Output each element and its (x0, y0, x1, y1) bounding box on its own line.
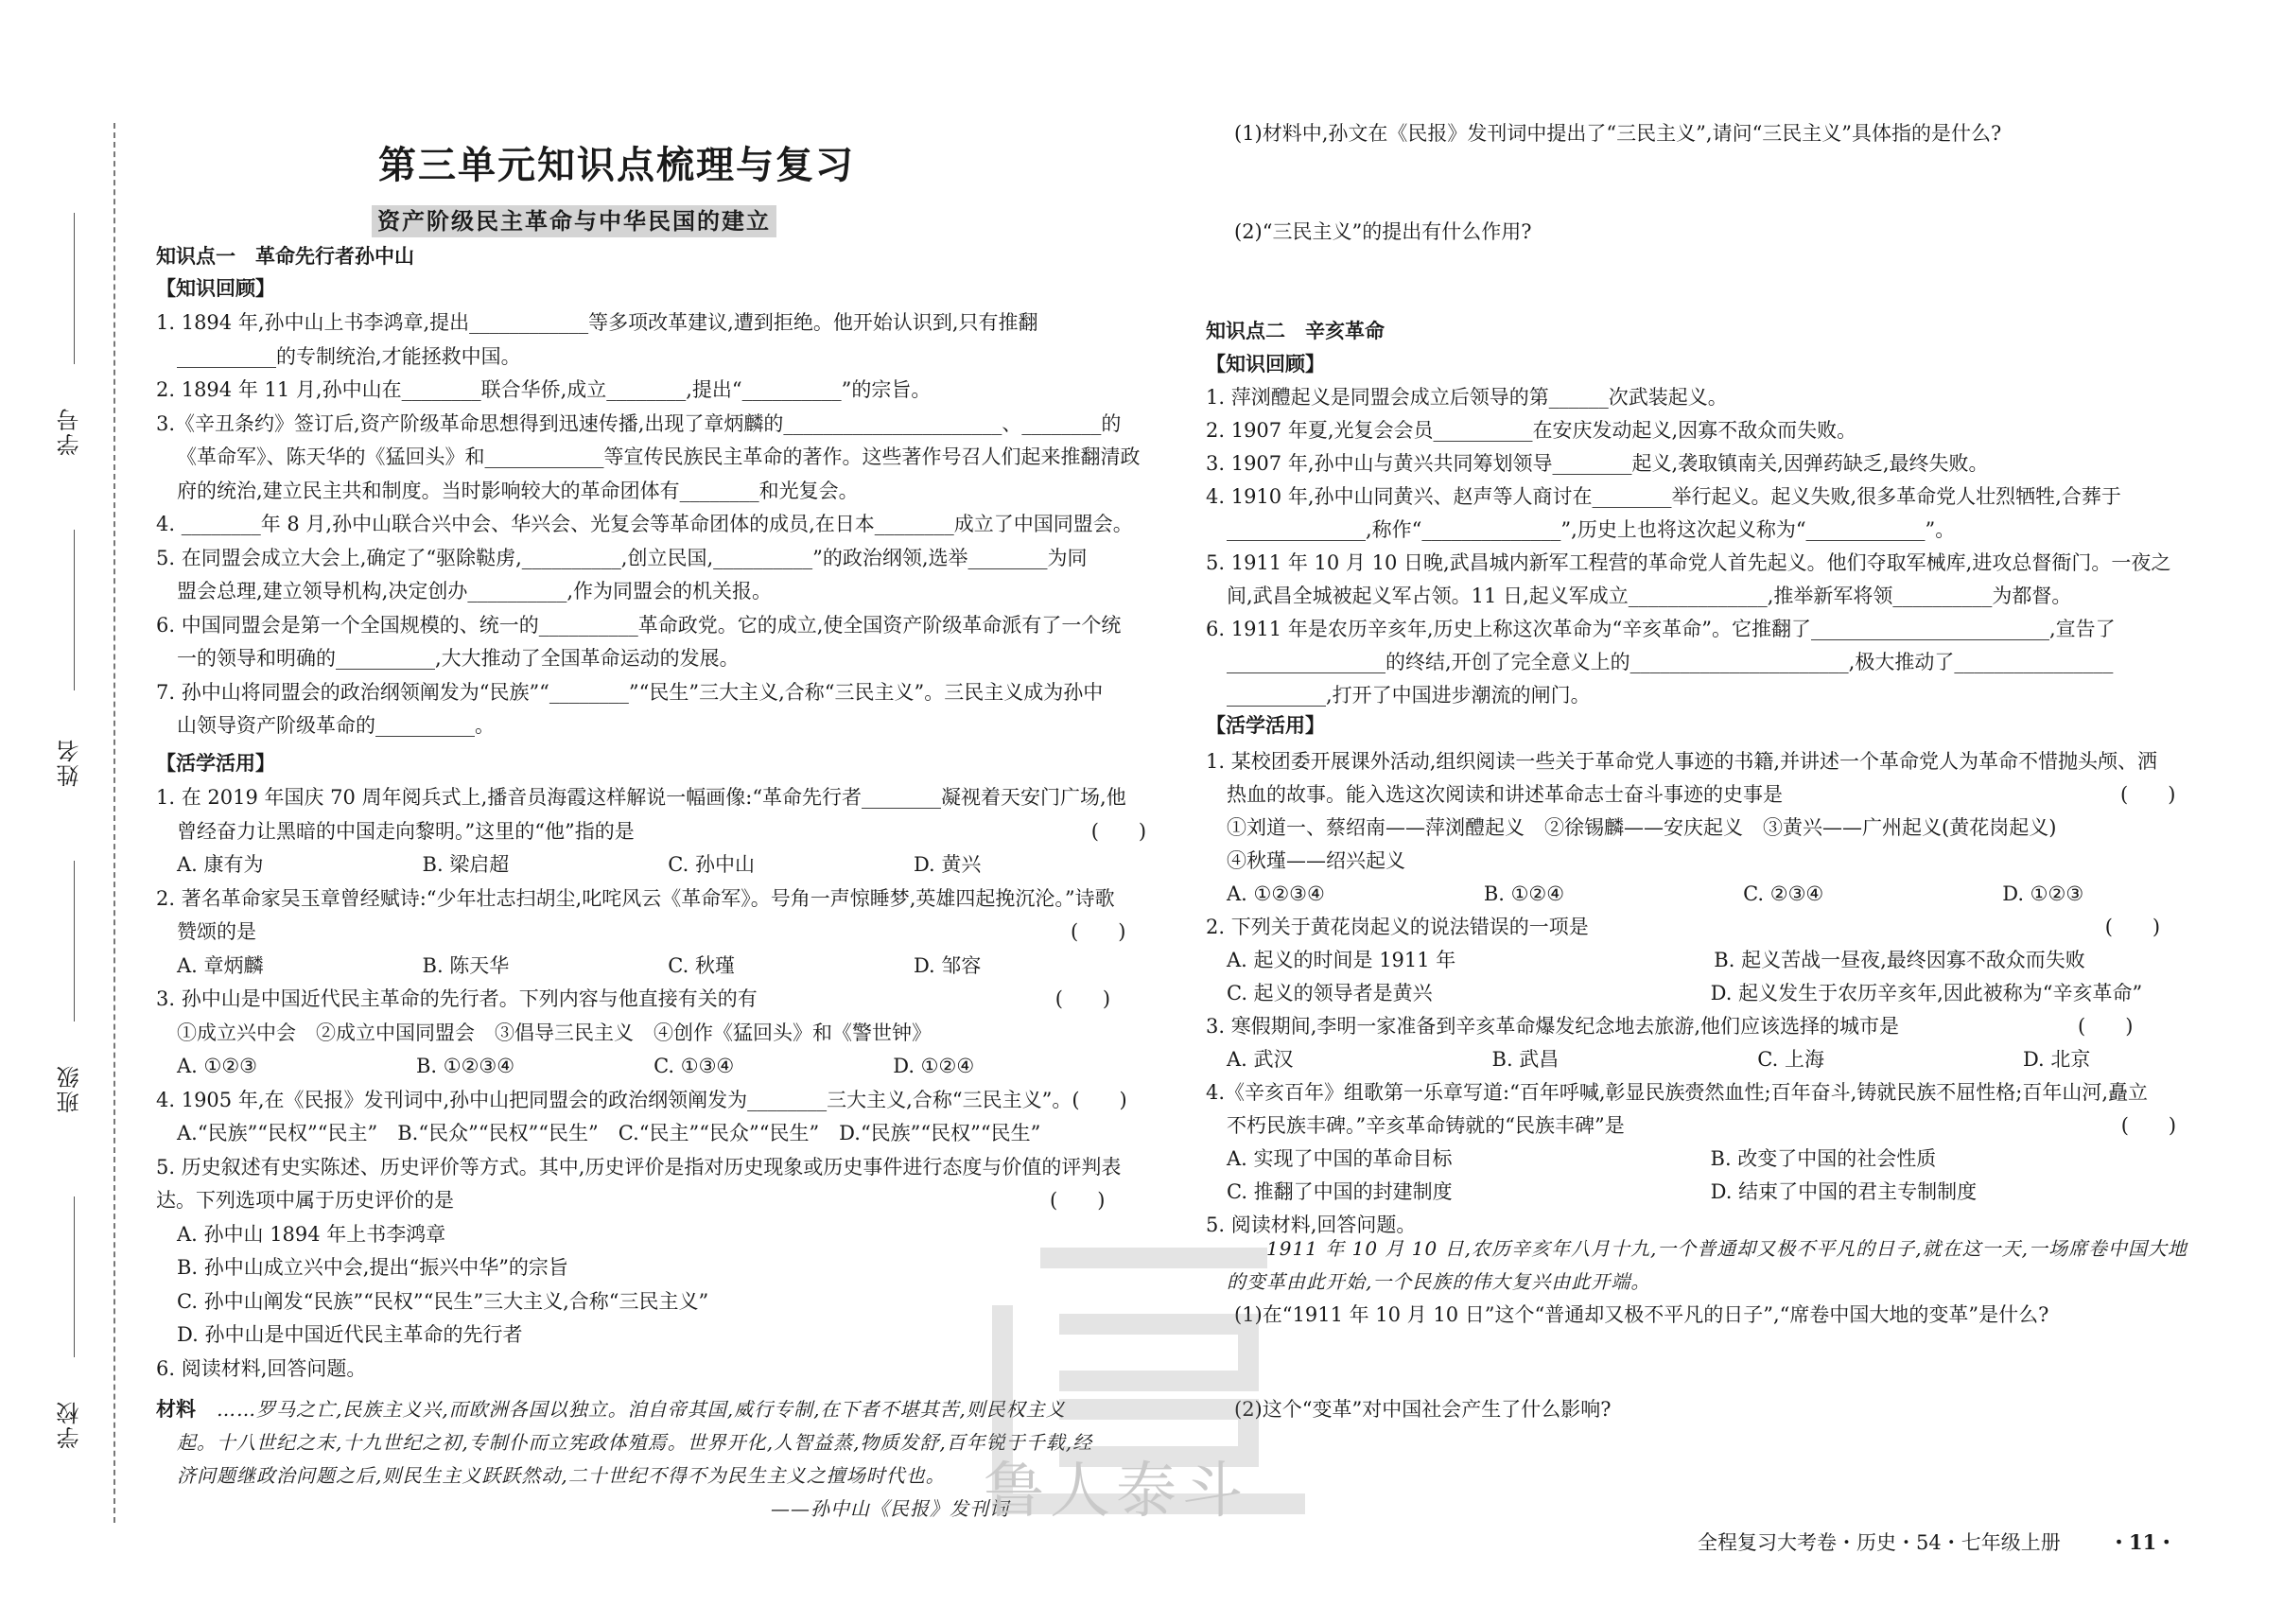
apply-line: 3. 孙中山是中国近代民主革命的先行者。下列内容与他直接有关的有 ( ) (156, 987, 1111, 1010)
review-heading: 【知识回顾】 (156, 277, 275, 300)
label-school: 学校 (57, 1400, 83, 1449)
apply-line: 5. 阅读材料,回答问题。 (1206, 1214, 1417, 1236)
question-bottom-2: (2)这个“变革”对中国社会产生了什么影响? (1234, 1398, 1612, 1421)
review-line: 府的统治,建立民主共和制度。当时影响较大的革命团体有________和光复会。 (177, 479, 859, 502)
material-label: 材料 (156, 1398, 196, 1421)
apply-line: 5. 历史叙述有史实陈述、历史评价等方式。其中,历史评价是指对历史现象或历史事件进行态度与价值的评判表 (156, 1155, 1122, 1179)
material-line: 起。十八世纪之末,十九世纪之初,专制仆而立宪政体殖焉。世界开化,人智益蒸,物质发舒,百年锐于千载,经 (177, 1431, 1093, 1454)
apply-line: A.“民族”“民权”“民主” B.“民众”“民权”“民生” C.“民主”“民众”“民生” D.“民族”“民权”“民生” (177, 1122, 1041, 1144)
question-bottom-1: (1)在“1911 年 10 月 10 日”这个“普通却又极不平凡的日子”,“席卷中国大地的变革”是什么? (1234, 1303, 2049, 1326)
apply-line: ④秋瑾——绍兴起义 (1227, 849, 1405, 872)
apply-line: A. 武汉 B. 武昌 C. 上海 D. 北京 (1227, 1048, 2091, 1071)
knowledge-point-1: 知识点一 革命先行者孙中山 (156, 245, 414, 268)
review-line: 1. 萍浏醴起义是同盟会成立后领导的第______次武装起义。 (1206, 386, 1728, 409)
review-line: 6. 1911 年是农历辛亥年,历史上称这次革命为“辛亥革命”。它推翻了________________________,宣告了 (1206, 618, 2116, 640)
review-heading-2: 【知识回顾】 (1206, 353, 1325, 375)
binding-margin (0, 0, 142, 1624)
label-class: 班级 (57, 1064, 83, 1113)
apply-line: 热血的故事。能入选这次阅读和讲述革命志士奋斗事迹的史事是 ( ) (1227, 783, 2176, 806)
apply-line: C. 起义的领导者是黄兴 D. 起义发生于农历辛亥年,因此被称为“辛亥革命” (1227, 982, 2143, 1004)
review-line: __________的专制统治,才能拯救中国。 (177, 344, 521, 368)
apply-line: A. 实现了中国的革命目标 B. 改变了中国的社会性质 (1227, 1147, 1937, 1170)
apply-line: 赞颂的是 ( ) (177, 920, 1126, 943)
label-name: 姓名 (57, 738, 83, 787)
review-line: __________,打开了中国进步潮流的闸门。 (1227, 684, 1591, 707)
review-line: 5. 在同盟会成立大会上,确定了“驱除鞑虏,__________,创立民国,__________”的政治纲领,选举________为同 (156, 546, 1088, 569)
apply-line: 1. 在 2019 年国庆 70 周年阅兵式上,播音员海霞这样解说一幅画像:“革命先行者________凝视着天安门广场,他 (156, 786, 1126, 809)
review-line: 4. ________年 8 月,孙中山联合兴中会、华兴会、光复会等革命团体的成员,在日本________成立了中国同盟会。 (156, 513, 1133, 535)
apply-line: D. 孙中山是中国近代民主革命的先行者 (177, 1323, 523, 1346)
apply-line: 4.《辛亥百年》组歌第一乐章写道:“百年呼喊,彰显民族赍然血性;百年奋斗,铸就民族不屈性格;百年山河,矗立 (1206, 1081, 2149, 1104)
apply-line: 2. 著名革命家吴玉章曾经赋诗:“少年壮志扫胡尘,叱咤风云《革命军》。号角一声惊睡梦,英雄四起挽沉沦。”诗歌 (156, 886, 1115, 910)
apply-line: ①成立兴中会 ②成立中国同盟会 ③倡导三民主义 ④创作《猛回头》和《警世钟》 (177, 1021, 932, 1044)
apply-heading: 【活学活用】 (156, 752, 275, 775)
review-line: 山领导资产阶级革命的__________。 (177, 714, 495, 737)
review-line: 5. 1911 年 10 月 10 日晚,武昌城内新军工程营的革命党人首先起义。他们夺取军械库,进攻总督衙门。一夜之 (1206, 551, 2171, 574)
page-title: 第三单元知识点梳理与复习 (378, 144, 855, 187)
review-line: 6. 中国同盟会是第一个全国规模的、统一的__________革命政党。它的成立,使全国资产阶级革命派有了一个统 (156, 613, 1122, 637)
review-line: 一的领导和明确的__________,大大推动了全国革命运动的发展。 (177, 647, 740, 670)
apply-line: A. ①②③④ B. ①②④ C. ②③④ D. ①②③ (1227, 882, 2084, 905)
apply-line: A. 章炳麟 B. 陈天华 C. 秋瑾 D. 邹容 (177, 953, 982, 977)
field-line-student-id (74, 213, 75, 364)
review-line: 2. 1894 年 11 月,孙中山在________联合华侨,成立________,提出“__________”的宗旨。 (156, 378, 932, 401)
cut-line (113, 123, 115, 1523)
apply-line: B. 孙中山成立兴中会,提出“振兴中华”的宗旨 (177, 1256, 568, 1279)
review-line: 2. 1907 年夏,光复会会员__________在安庆发动起义,因寡不敌众而失败。 (1206, 419, 1857, 442)
review-line: 《革命军》、陈天华的《猛回头》和____________等宣传民族民主革命的著作。这些著作号召人们起来推翻清政 (177, 445, 1141, 468)
material-line: 的变革由此开始,一个民族的伟大复兴由此开端。 (1227, 1270, 1651, 1293)
field-line-school (74, 1196, 75, 1357)
apply-line: A. 康有为 B. 梁启超 C. 孙中山 D. 黄兴 (177, 853, 982, 876)
apply-heading-2: 【活学活用】 (1206, 714, 1325, 737)
apply-line: C. 推翻了中国的封建制度 D. 结束了中国的君主专制制度 (1227, 1180, 1978, 1203)
review-line: 7. 孙中山将同盟会的政治纲领阐发为“民族”“________”“民生”三大主义,合称“三民主义”。三民主义成为孙中 (156, 680, 1104, 704)
field-line-class (74, 861, 75, 1022)
review-line: 3. 1907 年,孙中山与黄兴共同筹划领导________起义,袭取镇南关,因弹药缺乏,最终失败。 (1206, 452, 1989, 475)
label-student-id: 学号 (57, 407, 83, 456)
apply-line: ①刘道一、蔡绍南——萍浏醴起义 ②徐锡麟——安庆起义 ③黄兴——广州起义(黄花岗起义) (1227, 816, 2057, 839)
apply-line: A. 孙中山 1894 年上书李鸿章 (177, 1222, 446, 1246)
material-line: ……罗马之亡,民族主义兴,而欧洲各国以独立。洎自帝其国,威行专制,在下者不堪其苦,则民权主义 (217, 1398, 1066, 1421)
question-top-1: (1)材料中,孙文在《民报》发刊词中提出了“三民主义”,请问“三民主义”具体指的是什么? (1234, 122, 2002, 145)
review-line: 间,武昌全城被起义军占领。11 日,起义军成立______________,推举新军将领__________为都督。 (1227, 585, 2072, 607)
footer-book-title: 全程复习大考卷・历史・54・七年级上册 (1698, 1531, 2061, 1554)
apply-line: 不朽民族丰碑。”辛亥革命铸就的“民族丰碑”是 ( ) (1227, 1114, 2177, 1137)
material-line: 济问题继政治问题之后,则民生主义跃跃然动,二十世纪不得不为民生主义之擅场时代也。 (177, 1464, 946, 1487)
review-line: 1. 1894 年,孙中山上书李鸿章,提出____________等多项改革建议,遭到拒绝。他开始认识到,只有推翻 (156, 311, 1038, 334)
apply-line: 2. 下列关于黄花岗起义的说法错误的一项是 ( ) (1206, 916, 2161, 938)
knowledge-point-2: 知识点二 辛亥革命 (1206, 320, 1385, 342)
material-line: ——孙中山《民报》发刊词 (771, 1497, 1009, 1520)
apply-line: 曾经奋力让黑暗的中国走向黎明。”这里的“他”指的是 ( ) (177, 819, 1147, 843)
apply-line: 6. 阅读材料,回答问题。 (156, 1356, 367, 1380)
apply-line: 3. 寒假期间,李明一家准备到辛亥革命爆发纪念地去旅游,他们应该选择的城市是 ( ) (1206, 1015, 2134, 1038)
question-top-2: (2)“三民主义”的提出有什么作用? (1234, 220, 1532, 243)
apply-line: C. 孙中山阐发“民族”“民权”“民生”三大主义,合称“三民主义” (177, 1289, 709, 1313)
review-line: 4. 1910 年,孙中山同黄兴、赵声等人商讨在________举行起义。起义失败,很多革命党人壮烈牺牲,合葬于 (1206, 485, 2121, 508)
material-line: 1911 年 10 月 10 日,农历辛亥年八月十九,一个普通却又极不平凡的日子,就在这一天,一场席卷中国大地 (1266, 1237, 2188, 1260)
field-line-name (74, 530, 75, 690)
review-line: 盟会总理,建立领导机构,决定创办__________,作为同盟会的机关报。 (177, 580, 773, 602)
review-line: ________________的终结,开创了完全意义上的______________________,极大推动了________________ (1227, 651, 2114, 673)
apply-line: 4. 1905 年,在《民报》发刊词中,孙中山把同盟会的政治纲领阐发为________三大主义,合称“三民主义”。( ) (156, 1088, 1127, 1111)
apply-line: 达。下列选项中属于历史评价的是 ( ) (156, 1189, 1106, 1212)
apply-line: 1. 某校团委开展课外活动,组织阅读一些关于革命党人事迹的书籍,并讲述一个革命党人为革命不惜抛头颅、洒 (1206, 750, 2158, 773)
apply-line: A. ①②③ B. ①②③④ C. ①③④ D. ①②④ (177, 1055, 975, 1077)
section-subtitle: 资产阶级民主革命与中华民国的建立 (372, 205, 776, 237)
review-line: 3.《辛丑条约》签订后,资产阶级革命思想得到迅速传播,出现了章炳麟的______________________、________的 (156, 411, 1122, 435)
review-line: ______________,称作“______________”,历史上也将这次起义称为“____________”。 (1227, 518, 1956, 541)
page-number: ・11・ (2109, 1530, 2177, 1554)
apply-line: A. 起义的时间是 1911 年 B. 起义苦战一昼夜,最终因寡不敌众而失败 (1227, 949, 2085, 971)
watermark-text: 鲁人泰斗 (984, 1457, 1248, 1527)
